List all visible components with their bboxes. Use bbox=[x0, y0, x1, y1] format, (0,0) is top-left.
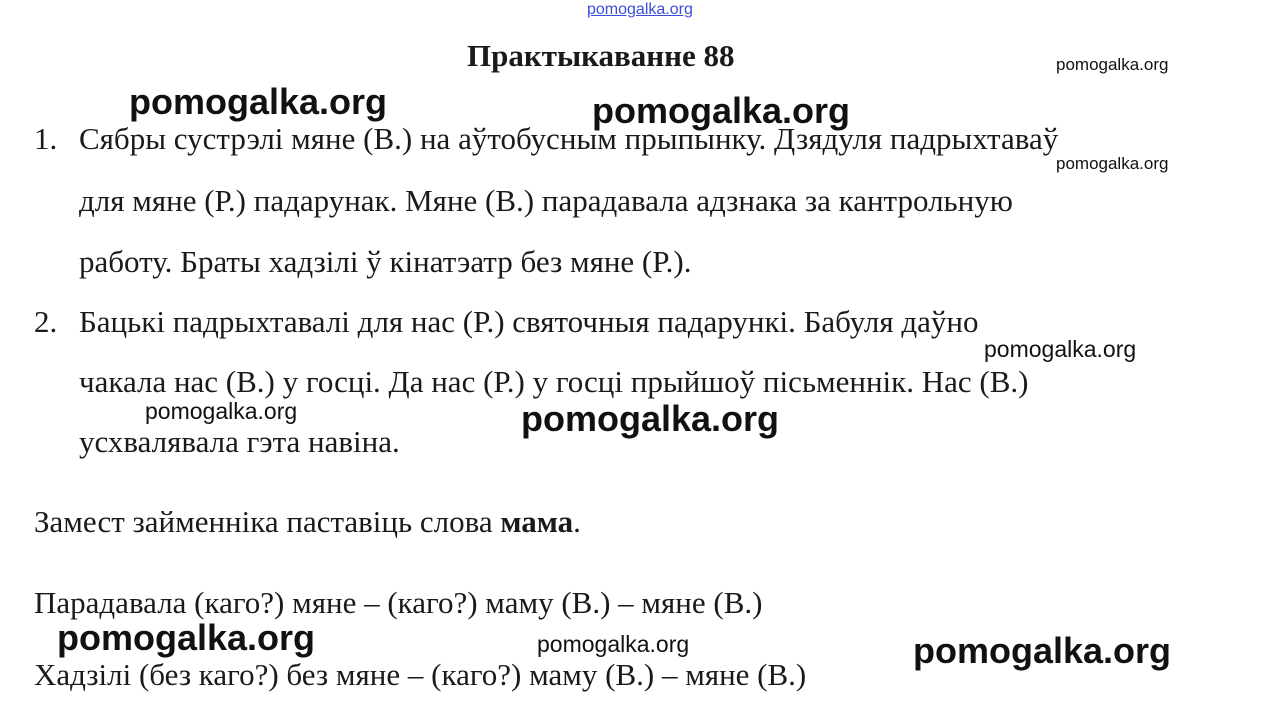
item-1-line-3: работу. Браты хадзілі ў кінатэатр без мяне (Р.). bbox=[79, 244, 692, 279]
task-instruction bbox=[34, 504, 581, 540]
watermark: pomogalka.org bbox=[1056, 154, 1169, 173]
item-1-line-2: для мяне (Р.) падарунак. Мяне (В.) парадавала адзнака за кантрольную bbox=[79, 183, 1013, 218]
item-2-line-2: чакала нас (В.) у госці. Да нас (Р.) у госці прыйшоў пісьменнік. Нас (В.) bbox=[79, 364, 1029, 399]
watermark: pomogalka.org bbox=[521, 398, 780, 439]
watermark: pomogalka.org bbox=[592, 90, 851, 131]
task-suffix: . bbox=[573, 504, 581, 539]
item-1-number: 1. bbox=[34, 121, 58, 156]
watermark: pomogalka.org bbox=[129, 81, 388, 122]
task-prefix: Замест займенніка паставіць слова bbox=[34, 504, 501, 539]
watermark: pomogalka.org bbox=[984, 336, 1137, 362]
item-1-line-1: Сябры сустрэлі мяне (В.) на аўтобусным прыпынку. Дзядуля падрыхтаваў bbox=[79, 121, 1059, 156]
answer-line-1: Парадавала (каго?) мяне – (каго?) маму (В.) – мяне (В.) bbox=[34, 585, 763, 620]
item-2-number: 2. bbox=[34, 304, 58, 339]
task-word: мама bbox=[500, 504, 574, 539]
watermark: pomogalka.org bbox=[537, 631, 690, 657]
item-2-line-3: усхвалявала гэта навіна. bbox=[79, 424, 400, 459]
watermark: pomogalka.org bbox=[913, 630, 1172, 671]
watermark: pomogalka.org bbox=[145, 398, 298, 424]
answer-line-2: Хадзілі (без каго?) без мяне – (каго?) маму (В.) – мяне (В.) bbox=[34, 657, 807, 692]
watermark: pomogalka.org bbox=[1056, 55, 1169, 74]
item-2-line-1: Бацькі падрыхтавалі для нас (Р.) святочныя падарункі. Бабуля даўно bbox=[79, 304, 979, 339]
page-title: Практыкаванне 88 bbox=[467, 38, 735, 73]
top-watermark-link[interactable]: pomogalka.org bbox=[587, 1, 693, 18]
watermark: pomogalka.org bbox=[57, 617, 316, 658]
